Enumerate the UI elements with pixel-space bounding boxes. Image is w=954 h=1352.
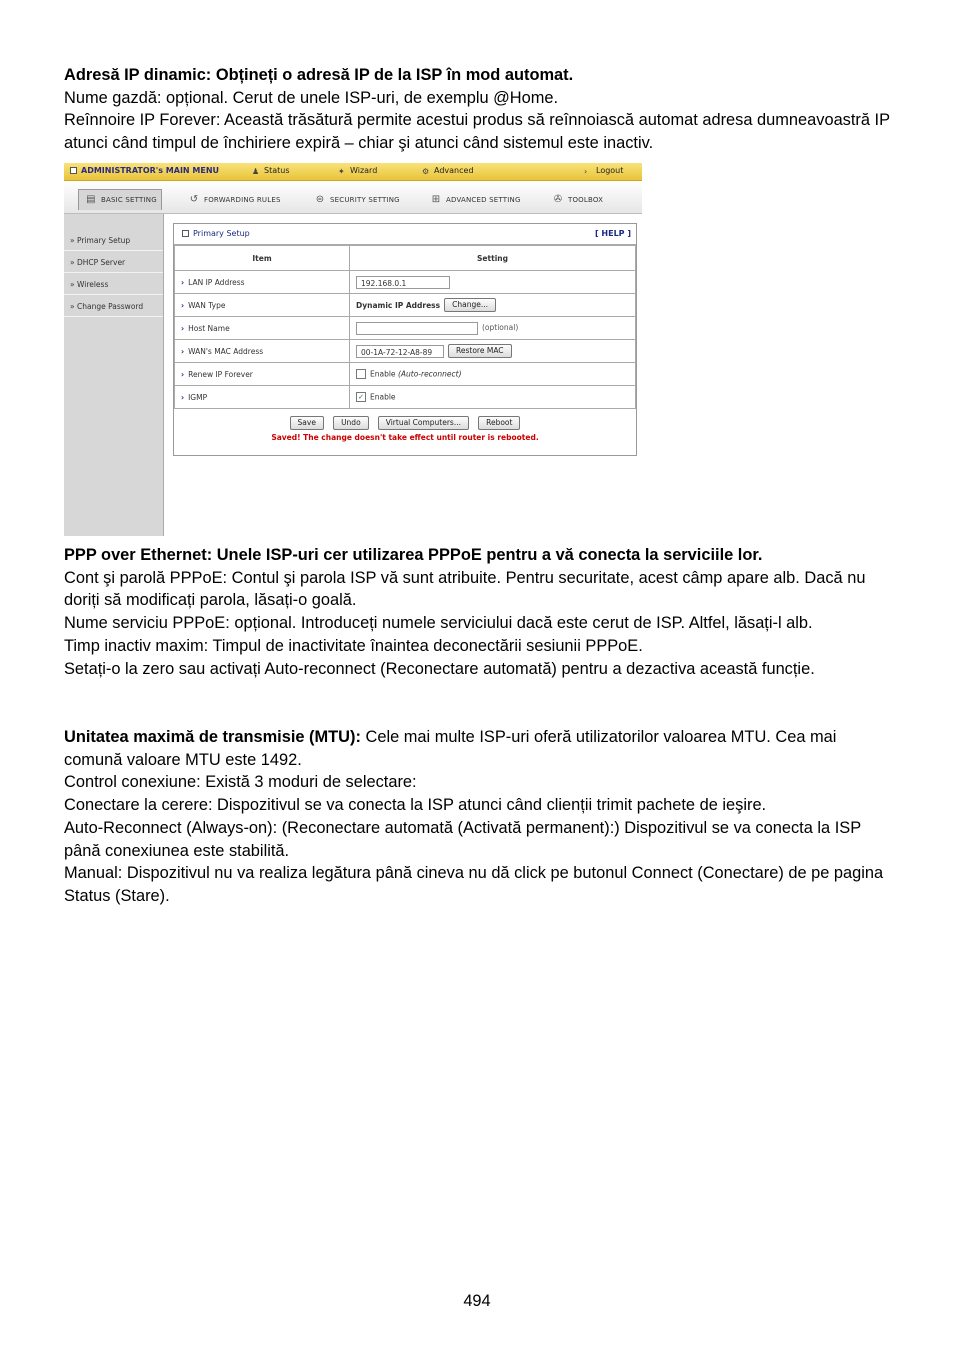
section-pppoe (64, 544, 894, 680)
saved-message: Saved! The change doesn't take effect until router is rebooted. (271, 433, 539, 442)
arrow-right-icon: › (584, 166, 588, 176)
admin-menu-link[interactable]: ADMINISTRATOR's MAIN MENU (70, 166, 219, 175)
logout-link[interactable]: › Logout (584, 166, 624, 176)
top-menu-bar (64, 163, 642, 181)
paragraph (64, 726, 894, 771)
paragraph: Reînnoire IP Forever: Această trăsătură permite acestui produs să reînnoiască automat adresa dumneavoastră IP atunci când timpul de închiriere expiră – chiar şi atunci când sistemul este inactiv. (64, 111, 890, 153)
optional-hint: (optional) (482, 323, 519, 332)
paragraph: Nume gazdă: opțional. Cerut de unele ISP-uri, de exemplu @Home. (64, 88, 559, 107)
table-row (175, 294, 636, 317)
paragraph: Manual: Dispozitivul nu va realiza legătura până cineva nu dă click pe butonul Connect (Conectare) de pe pagina Status (Stare). (64, 864, 884, 905)
toolbox-icon: ✇ (553, 194, 563, 205)
status-link[interactable]: ♟ Status (252, 166, 290, 176)
panel-title: Primary Setup (193, 229, 250, 238)
paragraph: Setați-o la zero sau activați Auto-reconnect (Reconectare automată) pentru a dezactiva această funcție. (64, 659, 815, 678)
action-buttons (174, 412, 636, 431)
table-row (175, 386, 636, 409)
row-label: › WAN Type (175, 294, 350, 317)
mac-address-input[interactable]: 00-1A-72-12-A8-89 (356, 345, 444, 358)
paragraph: Auto-Reconnect (Always-on): (Reconectare automată (Activată permanent):) Dispozitivul se va conecta la ISP până conexiunea este stabilită. (64, 818, 861, 860)
sidebar-item-wireless[interactable]: » Wireless (64, 274, 163, 295)
undo-button[interactable]: Undo (333, 416, 369, 430)
tab-advanced-setting[interactable]: ⊞ ADVANCED SETTING (424, 190, 525, 210)
restore-mac-button[interactable]: Restore MAC (448, 344, 512, 358)
router-screenshot (64, 163, 642, 536)
wan-type-value: Dynamic IP Address (356, 300, 441, 310)
page-number: 494 (463, 1292, 491, 1310)
security-icon: ⊜ (315, 194, 325, 205)
tab-basic-setting[interactable]: ▤ BASIC SETTING (78, 189, 162, 210)
save-button[interactable]: Save (290, 416, 324, 430)
lan-ip-input[interactable]: 192.168.0.1 (356, 276, 450, 289)
advanced-icon: ⚙ (422, 166, 430, 176)
help-link[interactable]: [ HELP ] (594, 229, 631, 238)
checkbox-label: Enable (370, 369, 396, 379)
table-row (175, 317, 636, 340)
tab-bar (64, 181, 642, 214)
tab-security-setting[interactable]: ⊜ SECURITY SETTING (308, 190, 404, 210)
paragraph: Nume serviciu PPPoE: opțional. Introduceți numele serviciului dacă este cerut de ISP. Altfel, lăsați-l alb. (64, 614, 813, 633)
heading-rest: Cele mai multe ISP-uri oferă utilizatorilor valoarea MTU. Cea mai comună valoare MTU este 1492. (64, 728, 837, 769)
folder-icon: ▤ (86, 194, 96, 205)
column-header-setting: Setting (350, 246, 636, 271)
table-row (175, 340, 636, 363)
square-icon (182, 230, 189, 237)
section-dynamic-ip (64, 64, 894, 155)
paragraph: Conectare la cerere: Dispozitivul se va conecta la ISP atunci când clienții trimit pachete de ieşire. (64, 796, 767, 815)
row-label: › IGMP (175, 386, 350, 409)
change-button[interactable]: Change... (444, 298, 496, 312)
sidebar-item-dhcp-server[interactable]: » DHCP Server (64, 252, 163, 273)
section-heading: PPP over Ethernet: Unele ISP-uri cer utilizarea PPPoE pentru a vă conecta la serviciile lor. (64, 546, 763, 564)
tab-toolbox[interactable]: ✇ TOOLBOX (546, 190, 607, 210)
paragraph: Timp inactiv maxim: Timpul de inactivitate înaintea deconectării sesiunii PPPoE. (64, 636, 643, 655)
reboot-button[interactable]: Reboot (478, 416, 520, 430)
section-heading: Unitatea maximă de transmisie (MTU): (64, 728, 361, 746)
checkbox-label: Enable (370, 392, 396, 402)
row-label: › Renew IP Forever (175, 363, 350, 386)
sidebar-item-primary-setup[interactable]: » Primary Setup (64, 230, 163, 251)
square-icon (70, 167, 77, 174)
row-label: › Host Name (175, 317, 350, 340)
person-icon: ♟ (252, 166, 260, 176)
column-header-item: Item (175, 246, 350, 271)
host-name-input[interactable] (356, 322, 478, 335)
row-label: › LAN IP Address (175, 271, 350, 294)
checkbox-hint: (Auto-reconnect) (397, 369, 462, 379)
wizard-link[interactable]: ✦ Wizard (338, 166, 378, 176)
table-row (175, 271, 636, 294)
wizard-icon: ✦ (338, 166, 345, 176)
virtual-computers-button[interactable]: Virtual Computers... (378, 416, 469, 430)
section-heading: Adresă IP dinamic: Obțineți o adresă IP de la ISP în mod automat. (64, 66, 574, 84)
table-header (175, 246, 636, 271)
sidebar-item-change-password[interactable]: » Change Password (64, 296, 163, 317)
table-row (175, 363, 636, 386)
renew-ip-checkbox[interactable] (356, 369, 366, 379)
sidebar (64, 214, 164, 536)
setup-table (174, 245, 636, 409)
igmp-checkbox[interactable]: ✓ (356, 392, 366, 402)
network-icon: ⊞ (431, 194, 441, 205)
section-mtu (64, 726, 894, 908)
tab-forwarding-rules[interactable]: ↺ FORWARDING RULES (182, 190, 285, 210)
advanced-link[interactable]: ⚙ Advanced (422, 166, 474, 176)
paragraph: Control conexiune: Există 3 moduri de selectare: (64, 773, 417, 792)
panel-title-bar (174, 224, 636, 245)
paragraph: Cont şi parolă PPPoE: Contul şi parola ISP vă sunt atribuite. Pentru securitate, acest câmp apare alb. Dacă nu doriți să modificați parola, lăsați-o goală. (64, 568, 866, 610)
row-label: › WAN's MAC Address (175, 340, 350, 363)
primary-setup-panel (173, 223, 637, 456)
forward-icon: ↺ (189, 194, 199, 205)
